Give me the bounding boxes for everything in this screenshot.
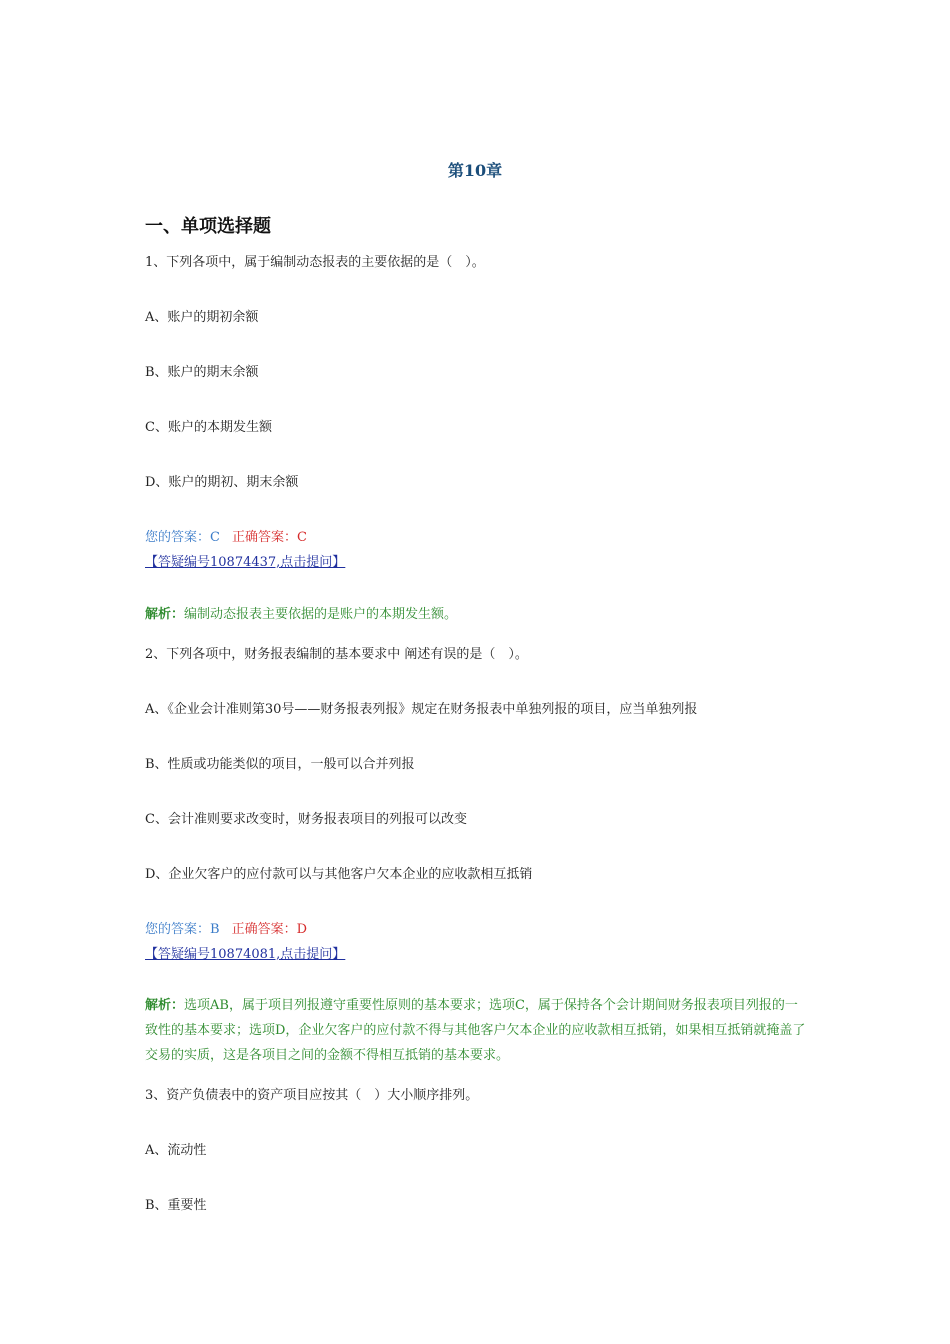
question-1-text: 1、下列各项中，属于编制动态报表的主要依据的是（ ）。	[145, 255, 485, 270]
your-answer: 您的答案：C	[145, 530, 220, 545]
question-2-answers	[145, 918, 307, 937]
question-3-text: 3、资产负债表中的资产项目应按其（ ）大小顺序排列。	[145, 1088, 479, 1103]
question-2-option-a: A、《企业会计准则第30号——财务报表列报》规定在财务报表中单独列报的项目，应当单独列报	[145, 702, 698, 717]
your-answer: 您的答案：B	[145, 922, 220, 937]
question-1-option-d: D、账户的期初、期末余额	[145, 475, 299, 490]
question-2-option-d: D、企业欠客户的应付款可以与其他客户欠本企业的应收款相互抵销	[145, 867, 533, 882]
section-title: 一、单项选择题	[145, 216, 271, 237]
question-1-ask-link[interactable]: 【答疑编号10874437,点击提问】	[145, 555, 346, 570]
question-2-option-b: B、性质或功能类似的项目，一般可以合并列报	[145, 757, 415, 772]
question-3-option-a: A、流动性	[145, 1143, 207, 1158]
chapter-title: 第10章	[447, 161, 503, 180]
question-1-answers	[145, 526, 307, 545]
question-1-explanation: 解析：编制动态报表主要依据的是账户的本期发生额。	[145, 607, 458, 622]
question-1-option-b: B、账户的期末余额	[145, 365, 259, 380]
question-2-explanation: 解析：选项AB，属于项目列报遵守重要性原则的基本要求；选项C，属于保持各个会计期间财务报表项目列报的一致性的基本要求；选项D，企业欠客户的应付款不得与其他客户欠本企业的应收款相互抵销，如果相互抵销就掩盖了交易的实质，这是各项目之间的金额不得相互抵销的基本要求。	[145, 998, 806, 1063]
question-1-option-a: A、账户的期初余额	[145, 310, 259, 325]
correct-answer: 正确答案：C	[231, 530, 307, 545]
question-2-option-c: C、会计准则要求改变时，财务报表项目的列报可以改变	[145, 812, 467, 827]
question-1-option-c: C、账户的本期发生额	[145, 420, 272, 435]
question-2-ask-link[interactable]: 【答疑编号10874081,点击提问】	[145, 947, 346, 962]
question-2-text: 2、下列各项中，财务报表编制的基本要求中 阐述有误的是（ ）。	[145, 647, 528, 662]
question-3-option-b: B、重要性	[145, 1198, 207, 1213]
correct-answer: 正确答案：D	[231, 922, 308, 937]
